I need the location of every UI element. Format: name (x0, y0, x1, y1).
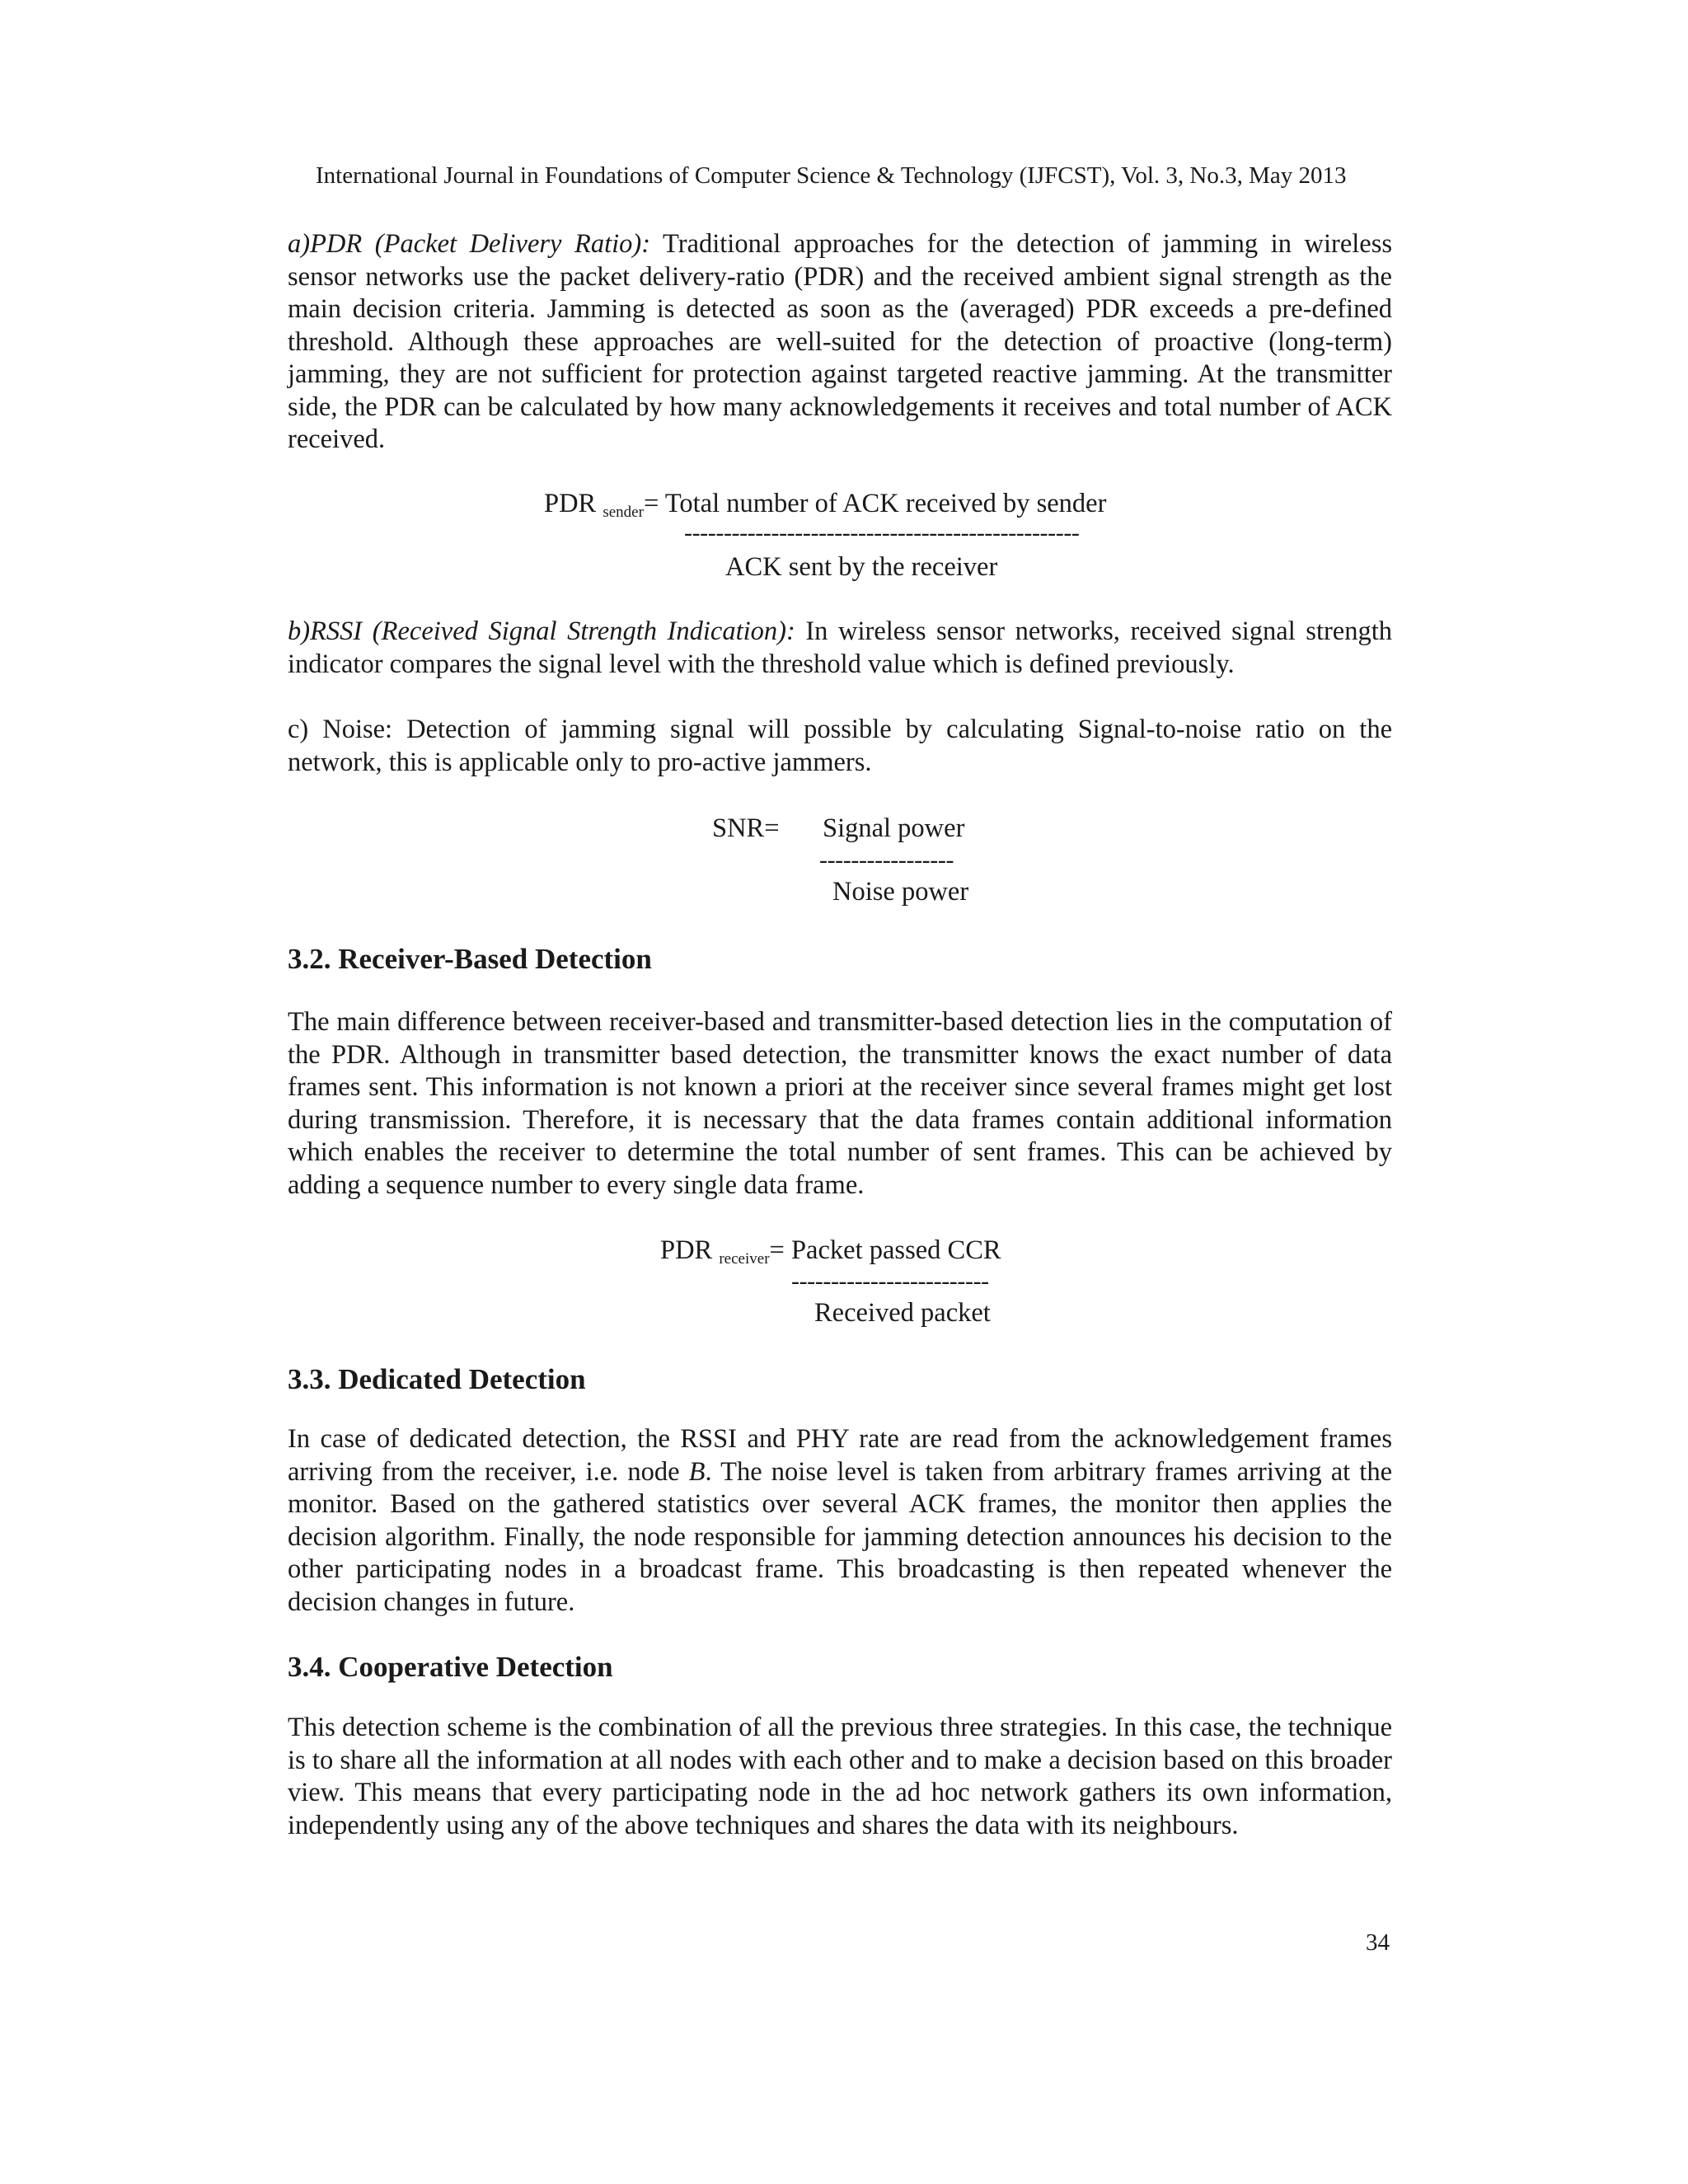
section-3-2-heading: 3.2. Receiver-Based Detection (288, 943, 652, 975)
section-3-3-text-after: . The noise level is taken from arbitrary frames arriving at the monitor. Based on the gathered statistics over several ACK frames, the monitor then applies the decision algorithm. Finally, the node responsible for jamming detection announces his decision to the other participating nodes in a broadcast frame. This broadcasting is then repeated whenever the decision changes in future. (288, 1456, 1392, 1617)
eq-pdr-receiver-subscript: receiver (719, 1250, 770, 1268)
section-3-3-heading: 3.3. Dedicated Detection (288, 1363, 586, 1395)
eq-pdr-receiver-rule: ------------------------- (791, 1268, 989, 1295)
pdr-lead: a)PDR (Packet Delivery Ratio): (288, 229, 651, 259)
eq-pdr-receiver-lhs: PDR (660, 1235, 713, 1265)
section-3-3-text-before: In case of dedicated detection, the RSSI and PHY rate are read from the acknowledgement frames arriving from the receiver, i.e. node (288, 1424, 1392, 1487)
section-3-4-paragraph: This detection scheme is the combination of all the previous three strategies. In this case, the technique is to share all the information at all nodes with each other and to make a decision based on this broader view. This means that every participating node in the ad hoc network gathers its own information, independently using any of the above techniques and shares the data with its neighbours. (288, 1713, 1392, 1840)
eq-pdr-sender-lhs: PDR (544, 489, 597, 518)
eq-snr-denominator: Noise power (832, 877, 969, 907)
section-3-3-node: B (688, 1456, 706, 1487)
eq-pdr-sender-subscript: sender (603, 504, 644, 521)
running-header: International Journal in Foundations of Computer Science & Technology (IJFCST), Vol. 3, No.3, May 2013 (316, 162, 1347, 189)
eq-pdr-sender-rule: -------------------------------------------------- (684, 519, 1080, 546)
eq-pdr-sender-denominator: ACK sent by the receiver (725, 552, 998, 582)
section-3-4-heading: 3.4. Cooperative Detection (288, 1651, 613, 1683)
eq-snr-rule: ----------------- (819, 846, 954, 874)
section-3-2-paragraph: The main difference between receiver-based and transmitter-based detection lies in the computation of the PDR. Although in transmitter based detection, the transmitter knows the exact number of data frames sent. This information is not known a priori at the receiver since several frames might get lost during transmission. Therefore, it is necessary that the data frames contain additional information which enables the receiver to determine the total number of sent frames. This can be achieved by adding a sequence number to every single data frame. (288, 1007, 1392, 1200)
eq-snr-numerator: Signal power (823, 813, 965, 843)
eq-pdr-receiver-numerator (660, 1234, 1001, 1267)
eq-pdr-receiver-rhs: = Packet passed CCR (769, 1235, 1001, 1265)
noise-paragraph: c) Noise: Detection of jamming signal will possible by calculating Signal-to-noise ratio on the network, this is applicable only to pro-active jammers. (288, 715, 1392, 777)
rssi-lead: b)RSSI (Received Signal Strength Indication): (288, 616, 795, 646)
eq-pdr-sender-rhs: = Total number of ACK received by sender (643, 489, 1107, 518)
page-number: 34 (1366, 1929, 1390, 1956)
rssi-paragraph (288, 616, 1392, 681)
section-3-3-paragraph (288, 1423, 1392, 1619)
eq-pdr-sender-numerator (544, 487, 1106, 520)
pdr-paragraph (288, 228, 1392, 457)
eq-snr-lhs: SNR= (712, 813, 780, 843)
rssi-text: In wireless sensor networks, received signal strength indicator compares the signal level with the threshold value which is defined previously. (288, 616, 1392, 679)
eq-pdr-receiver-denominator: Received packet (814, 1298, 991, 1328)
pdr-text: Traditional approaches for the detection of jamming in wireless sensor networks use the packet delivery-ratio (PDR) and the received ambient signal strength as the main decision criteria. Jamming is detected as soon as the (averaged) PDR exceeds a pre-defined threshold. Although these approaches are well-suited for the detection of proactive (long-term) jamming, they are not sufficient for protection against targeted reactive jamming. At the transmitter side, the PDR can be calculated by how many acknowledgements it receives and total number of ACK received. (288, 229, 1392, 454)
